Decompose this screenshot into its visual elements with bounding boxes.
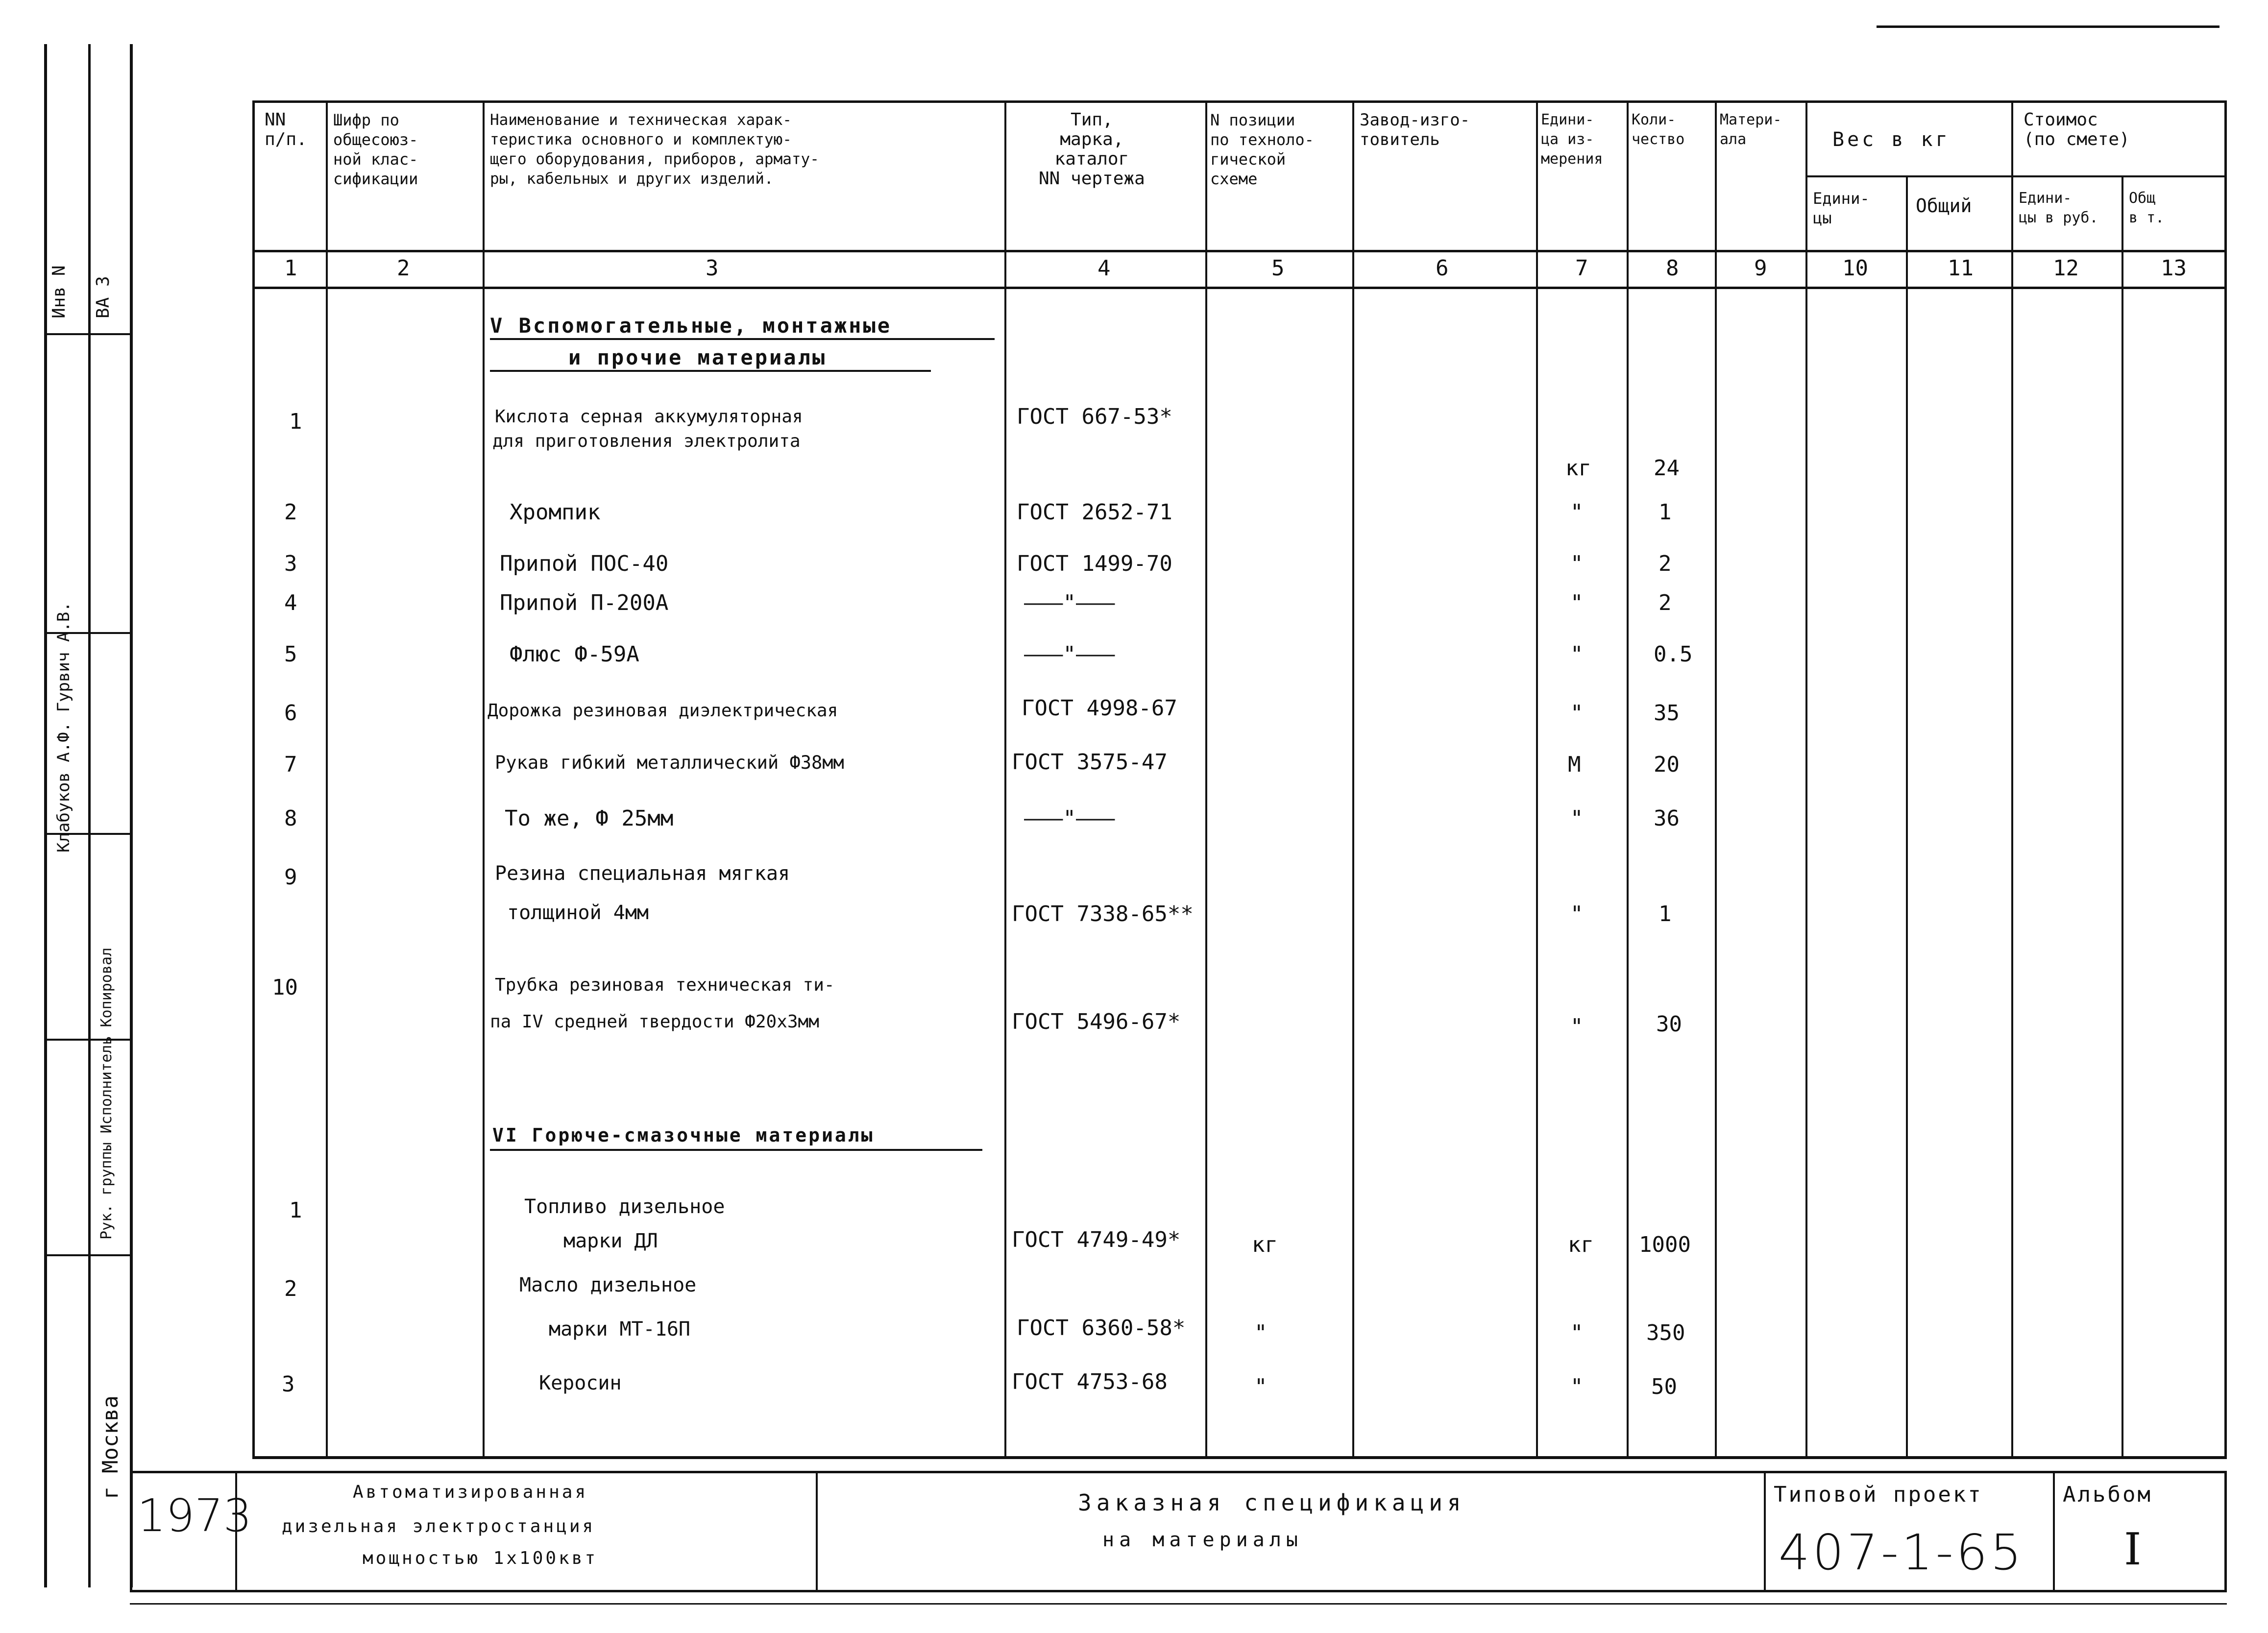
row-num: 4 <box>284 590 297 615</box>
row-qty: 36 <box>1654 806 1680 831</box>
roles-label: Рук. группы Исполнитель Копировал <box>98 947 115 1240</box>
row-num: 3 <box>282 1372 295 1397</box>
header-material: Матери- ала <box>1720 111 1782 148</box>
colnum: 11 <box>1948 256 1974 281</box>
typ-project-label: Типовой проект <box>1774 1482 1983 1507</box>
colnum: 6 <box>1436 256 1449 281</box>
header-unit: Едини- ца из- мерения <box>1541 111 1603 168</box>
header-manufacturer: Завод-изго- товитель <box>1360 110 1470 149</box>
colnum: 2 <box>397 256 410 281</box>
row-qty: 35 <box>1654 701 1680 726</box>
document-title: Заказная спецификация <box>1078 1489 1466 1516</box>
header-num: NN п/п. <box>265 110 307 149</box>
colnum: 5 <box>1271 256 1285 281</box>
row-name: Топливо дизельное <box>524 1195 725 1218</box>
project-name: Автоматизированная <box>353 1482 588 1502</box>
row-qty: 1 <box>1658 902 1672 926</box>
header-type: Тип, марка, каталог NN чертежа <box>1039 110 1145 189</box>
row-name: па IV средней твердости Ф20х3мм <box>490 1012 819 1032</box>
colnum: 9 <box>1754 256 1767 281</box>
row-num: 3 <box>284 551 297 576</box>
row-unit: " <box>1570 701 1584 726</box>
row-type: ГОСТ 5496-67* <box>1012 1009 1181 1034</box>
header-cost: Стоимос (по смете) <box>2024 110 2130 149</box>
colnum: 7 <box>1575 256 1588 281</box>
row-name: Керосин <box>539 1372 622 1394</box>
row-num: 6 <box>284 701 297 726</box>
inventory-label: Инв N <box>49 265 69 318</box>
header-name: Наименование и техническая харак- теристика основного и комплектую- щего оборудования, приборов, армату- ры, кабельных и других изделий. <box>490 111 819 188</box>
row-num: 8 <box>284 806 297 831</box>
row-name: Трубка резиновая техническая ти- <box>495 975 835 995</box>
row-name: Масло дизельное <box>519 1274 697 1296</box>
row-type: ГОСТ 1499-70 <box>1017 551 1172 576</box>
row-unit: " <box>1570 551 1584 576</box>
colnum: 13 <box>2161 256 2187 281</box>
row-type: ГОСТ 4749-49* <box>1012 1227 1181 1252</box>
header-position: N позиции по техноло- гической схеме <box>1210 111 1314 188</box>
album-label: Альбом <box>2063 1482 2152 1507</box>
row-qty: 20 <box>1654 752 1680 777</box>
row-pos: " <box>1254 1320 1268 1345</box>
row-name: То же, Ф 25мм <box>505 806 674 831</box>
row-name: для приготовления электролита <box>492 431 801 451</box>
row-unit: " <box>1570 1374 1584 1399</box>
row-num: 9 <box>284 865 297 890</box>
row-num: 7 <box>284 752 297 777</box>
row-type: ———"——— <box>1024 590 1115 615</box>
row-type: ———"——— <box>1024 642 1115 667</box>
row-num: 5 <box>284 642 297 667</box>
row-type: ГОСТ 2652-71 <box>1017 500 1172 525</box>
row-type: ГОСТ 3575-47 <box>1012 750 1168 775</box>
row-unit: " <box>1570 642 1584 667</box>
row-num: 10 <box>272 975 298 1000</box>
document-title: на материалы <box>1102 1529 1303 1551</box>
row-num: 2 <box>284 1276 297 1301</box>
row-unit: " <box>1570 806 1584 831</box>
header-cost-unit: Едини- цы в руб. <box>2019 190 2098 226</box>
row-qty: 50 <box>1651 1374 1677 1399</box>
row-name: Рукав гибкий металлический Ф38мм <box>495 752 844 773</box>
row-num: 1 <box>289 1198 302 1223</box>
row-qty: 1 <box>1658 500 1672 525</box>
city-label: г Москва <box>98 1395 123 1499</box>
row-type: ГОСТ 4753-68 <box>1012 1369 1168 1394</box>
names-label: Клабуков А.Ф. Гурвич А.В. <box>54 602 73 853</box>
row-type: ГОСТ 7338-65** <box>1012 902 1194 926</box>
row-qty: 350 <box>1646 1320 1685 1345</box>
row-name: Хромпик <box>510 500 601 525</box>
section-title: VI Горюче-смазочные материалы <box>492 1124 875 1146</box>
header-code: Шифр по общесоюз- ной клас- сификации <box>333 111 418 188</box>
project-name: мощностью 1х100квт <box>363 1548 598 1568</box>
row-name: Припой П-200А <box>500 590 669 615</box>
row-unit: " <box>1570 902 1584 926</box>
row-type: ГОСТ 667-53* <box>1017 404 1172 429</box>
va-label: ВА 3 <box>93 276 113 318</box>
row-name: Дорожка резиновая диэлектрическая <box>488 701 838 721</box>
section-title: V Вспомогательные, монтажные <box>490 314 892 338</box>
year: 1973 <box>137 1489 252 1542</box>
colnum: 8 <box>1666 256 1679 281</box>
header-quantity: Коли- чество <box>1632 111 1685 148</box>
row-qty: 2 <box>1658 590 1672 615</box>
row-pos: " <box>1254 1374 1268 1399</box>
row-qty: 1000 <box>1639 1232 1691 1257</box>
row-num: 2 <box>284 500 297 525</box>
row-qty: 2 <box>1658 551 1672 576</box>
row-type: ГОСТ 4998-67 <box>1022 696 1177 721</box>
colnum: 10 <box>1842 256 1868 281</box>
colnum: 1 <box>284 256 297 281</box>
row-name: Припой ПОС-40 <box>500 551 669 576</box>
typ-project-number: 407-1-65 <box>1779 1524 2024 1581</box>
row-unit: " <box>1570 1014 1584 1039</box>
top-rule <box>1877 25 2219 28</box>
row-qty: 0.5 <box>1654 642 1693 667</box>
colnum: 3 <box>706 256 719 281</box>
album-number: I <box>2124 1524 2145 1575</box>
section-title: и прочие материалы <box>568 345 827 369</box>
row-name: Резина специальная мягкая <box>495 862 790 885</box>
row-unit: М <box>1568 752 1581 777</box>
row-num: 1 <box>289 409 302 434</box>
header-weight-total: Общий <box>1916 195 1972 217</box>
row-unit: " <box>1570 500 1584 525</box>
colnum: 4 <box>1097 256 1111 281</box>
row-unit: кг <box>1568 1232 1594 1257</box>
row-name: марки ДЛ <box>563 1230 658 1252</box>
row-pos: кг <box>1252 1232 1278 1257</box>
header-weight-unit: Едини- цы <box>1813 189 1870 227</box>
row-type: ГОСТ 6360-58* <box>1017 1316 1186 1341</box>
row-qty: 30 <box>1656 1012 1682 1037</box>
row-unit: " <box>1570 1320 1584 1345</box>
colnum: 12 <box>2053 256 2079 281</box>
header-cost-total: Общ в т. <box>2129 190 2165 226</box>
row-unit: " <box>1570 590 1584 615</box>
row-name: толщиной 4мм <box>507 902 649 924</box>
bottom-rule <box>130 1603 2227 1605</box>
row-name: марки МТ-16П <box>549 1318 690 1341</box>
row-type: ———"——— <box>1024 806 1115 831</box>
header-weight: Вес в кг <box>1832 128 1951 151</box>
row-name: Кислота серная аккумуляторная <box>495 407 803 427</box>
row-name: Флюс Ф-59А <box>510 642 639 667</box>
row-qty: 24 <box>1654 456 1680 481</box>
project-name: дизельная электростанция <box>282 1516 596 1536</box>
row-unit: кг <box>1565 456 1591 481</box>
